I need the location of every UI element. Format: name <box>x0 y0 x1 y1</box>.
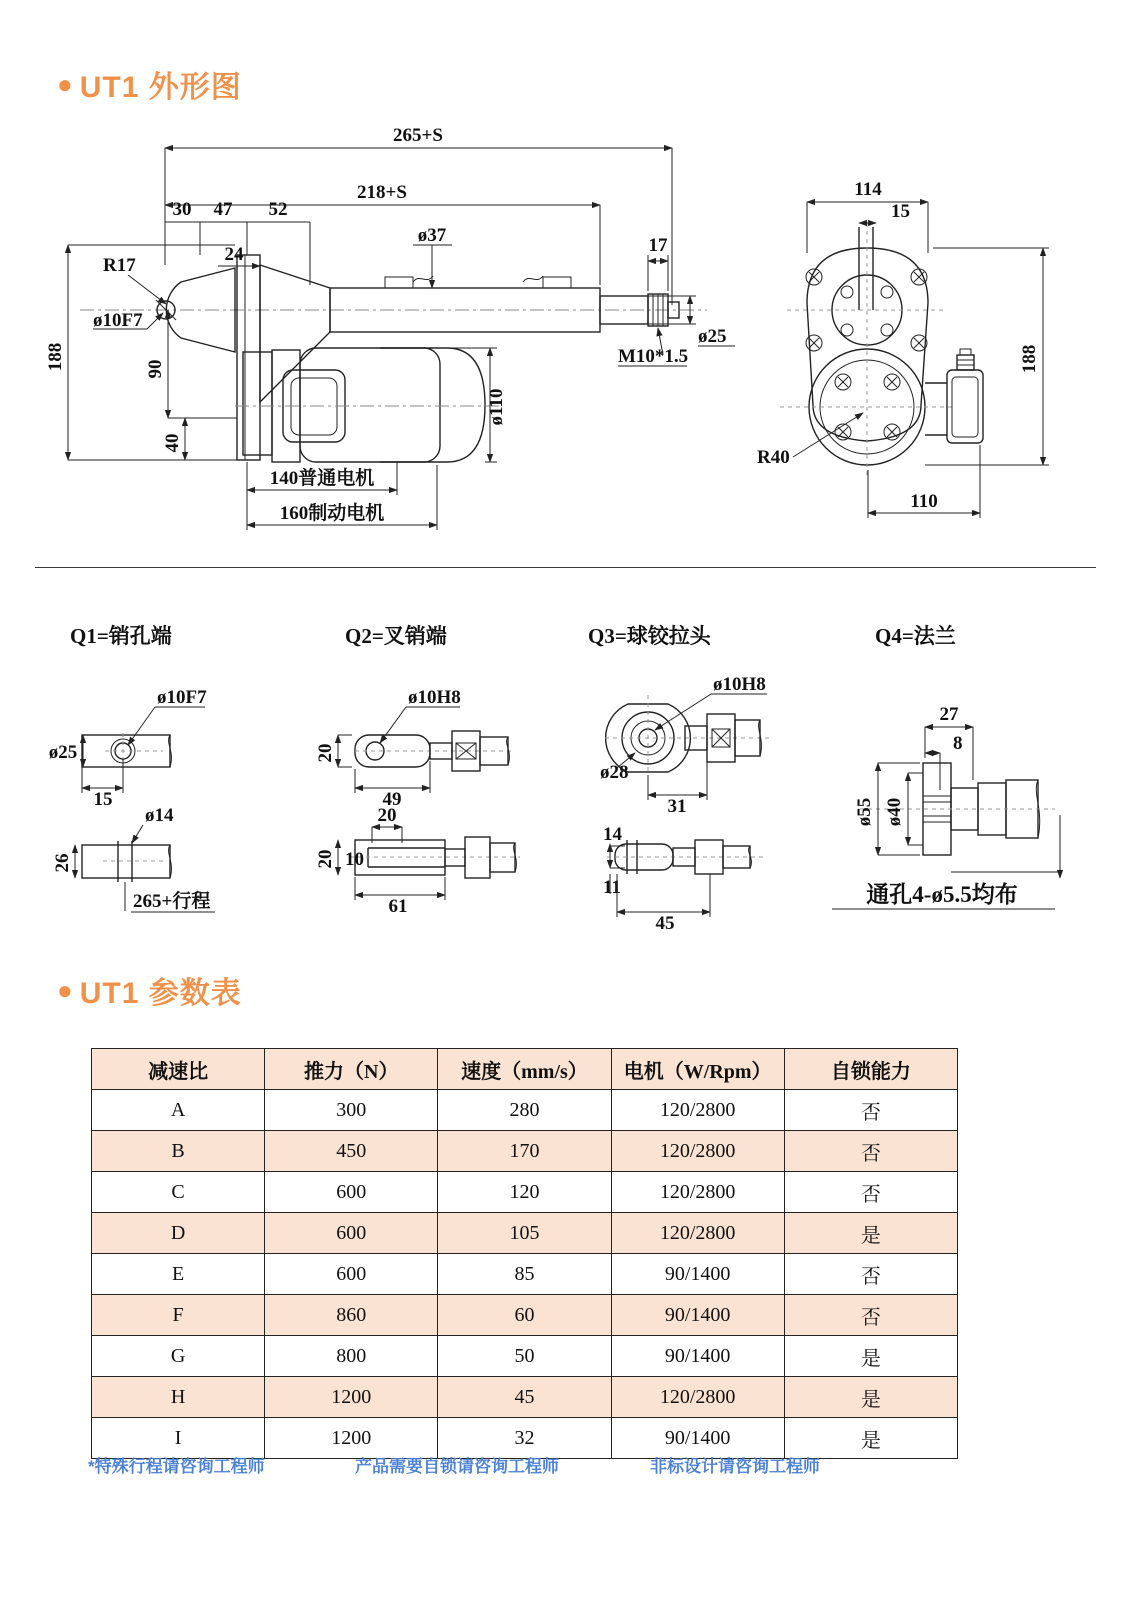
q2-dim-61: 61 <box>388 896 408 917</box>
dim-114: 114 <box>854 179 882 200</box>
q1-dim-26: 26 <box>52 853 73 873</box>
dim-24: 24 <box>224 244 244 265</box>
q2-drawing <box>290 655 545 945</box>
table-row: B 450 170 120/2800 否 <box>92 1131 958 1172</box>
q3-dim-28: ø28 <box>600 762 629 783</box>
q2-dim-49: 49 <box>382 789 402 810</box>
dim-25: ø25 <box>698 326 727 347</box>
q1-dim-14: ø14 <box>145 805 174 826</box>
dim-47: 47 <box>213 199 233 220</box>
dim-r17: R17 <box>103 255 136 276</box>
table-row: E 600 85 90/1400 否 <box>92 1254 958 1295</box>
q2-dim-20c: 20 <box>315 849 336 869</box>
q1-drawing <box>45 655 295 945</box>
table-row: I 1200 32 90/1400 是 <box>92 1418 958 1459</box>
dim-m10: M10*1.5 <box>618 346 689 367</box>
q3-dim-14: 14 <box>603 824 622 845</box>
q4-drawing <box>810 650 1110 950</box>
q3-dim-10h8: ø10H8 <box>713 674 766 695</box>
dim-265s: 265+S <box>393 125 443 146</box>
q4-dim-holes: 通孔4-ø5.5均布 <box>866 882 1018 907</box>
footnote-selflock: 产品需要自锁请咨询工程师 <box>355 1457 559 1476</box>
q1-dim-15: 15 <box>93 789 113 810</box>
col-header: 减速比 <box>92 1049 265 1090</box>
q2-dim-20b: 20 <box>377 805 397 826</box>
q1-dim-25: ø25 <box>48 742 78 763</box>
dim-40: 40 <box>162 433 183 453</box>
dim-188-side: 188 <box>45 342 66 372</box>
table-row: D 600 105 120/2800 是 <box>92 1213 958 1254</box>
q3-dim-11: 11 <box>603 877 621 898</box>
outline-drawing <box>35 105 1100 563</box>
col-header: 自锁能力 <box>784 1049 957 1090</box>
dim-110-motor: ø110 <box>486 388 507 426</box>
q4-dim-8: 8 <box>953 733 963 754</box>
parameters-table <box>91 1048 958 1459</box>
q2-dim-10: 10 <box>345 849 364 870</box>
q4-dim-55: ø55 <box>854 797 875 827</box>
q4-dim-40: ø40 <box>884 797 905 827</box>
q3-dim-45: 45 <box>655 913 675 934</box>
dim-37: ø37 <box>417 225 447 246</box>
dim-188-front: 188 <box>1019 344 1040 374</box>
table-header-row <box>92 1049 958 1090</box>
footnote-stroke: *特殊行程请咨询工程师 <box>88 1457 265 1476</box>
q1-dim-10f7: ø10F7 <box>157 687 207 708</box>
dim-218s: 218+S <box>357 182 407 203</box>
q2-title: Q2=叉销端 <box>345 624 447 648</box>
col-header: 推力（N） <box>265 1049 438 1090</box>
dim-motor160: 160制动电机 <box>279 503 385 524</box>
q4-title: Q4=法兰 <box>875 624 956 648</box>
footnote-custom: 非标设计请咨询工程师 <box>650 1457 820 1476</box>
q2-dim-10h8: ø10H8 <box>408 687 461 708</box>
col-header: 电机（W/Rpm） <box>611 1049 784 1090</box>
side-view <box>45 125 735 530</box>
dim-110-front: 110 <box>910 491 938 512</box>
table-row: F 860 60 90/1400 否 <box>92 1295 958 1336</box>
q3-title: Q3=球铰拉头 <box>588 624 711 648</box>
dim-10f7: ø10F7 <box>93 310 143 331</box>
params-section-title <box>57 968 242 1012</box>
dim-90: 90 <box>145 359 166 379</box>
col-header: 速度（mm/s） <box>438 1049 611 1090</box>
dim-r40: R40 <box>757 447 790 468</box>
bullet-icon: ● <box>57 69 74 99</box>
q1-title: Q1=销孔端 <box>70 624 172 648</box>
front-view <box>757 179 1049 518</box>
table-row: G 800 50 90/1400 是 <box>92 1336 958 1377</box>
dim-52: 52 <box>268 199 288 220</box>
table-row: C 600 120 120/2800 否 <box>92 1172 958 1213</box>
outline-section-title <box>57 62 242 106</box>
q2-dim-20a: 20 <box>315 743 336 763</box>
section-divider <box>35 567 1096 568</box>
dim-17: 17 <box>648 235 668 256</box>
q4-dim-27: 27 <box>939 704 959 725</box>
bullet-icon: ● <box>57 975 74 1005</box>
dim-motor140: 140普通电机 <box>269 468 375 489</box>
table-row: H 1200 45 120/2800 是 <box>92 1377 958 1418</box>
q1-dim-stroke: 265+行程 <box>133 891 211 912</box>
q3-dim-31: 31 <box>667 796 687 817</box>
params-title-text: UT1 参数表 <box>79 977 242 1010</box>
dim-30: 30 <box>172 199 192 220</box>
outline-title-text: UT1 外形图 <box>79 71 242 104</box>
dim-15: 15 <box>891 201 910 222</box>
table-row: A 300 280 120/2800 否 <box>92 1090 958 1131</box>
q3-drawing <box>555 650 820 950</box>
